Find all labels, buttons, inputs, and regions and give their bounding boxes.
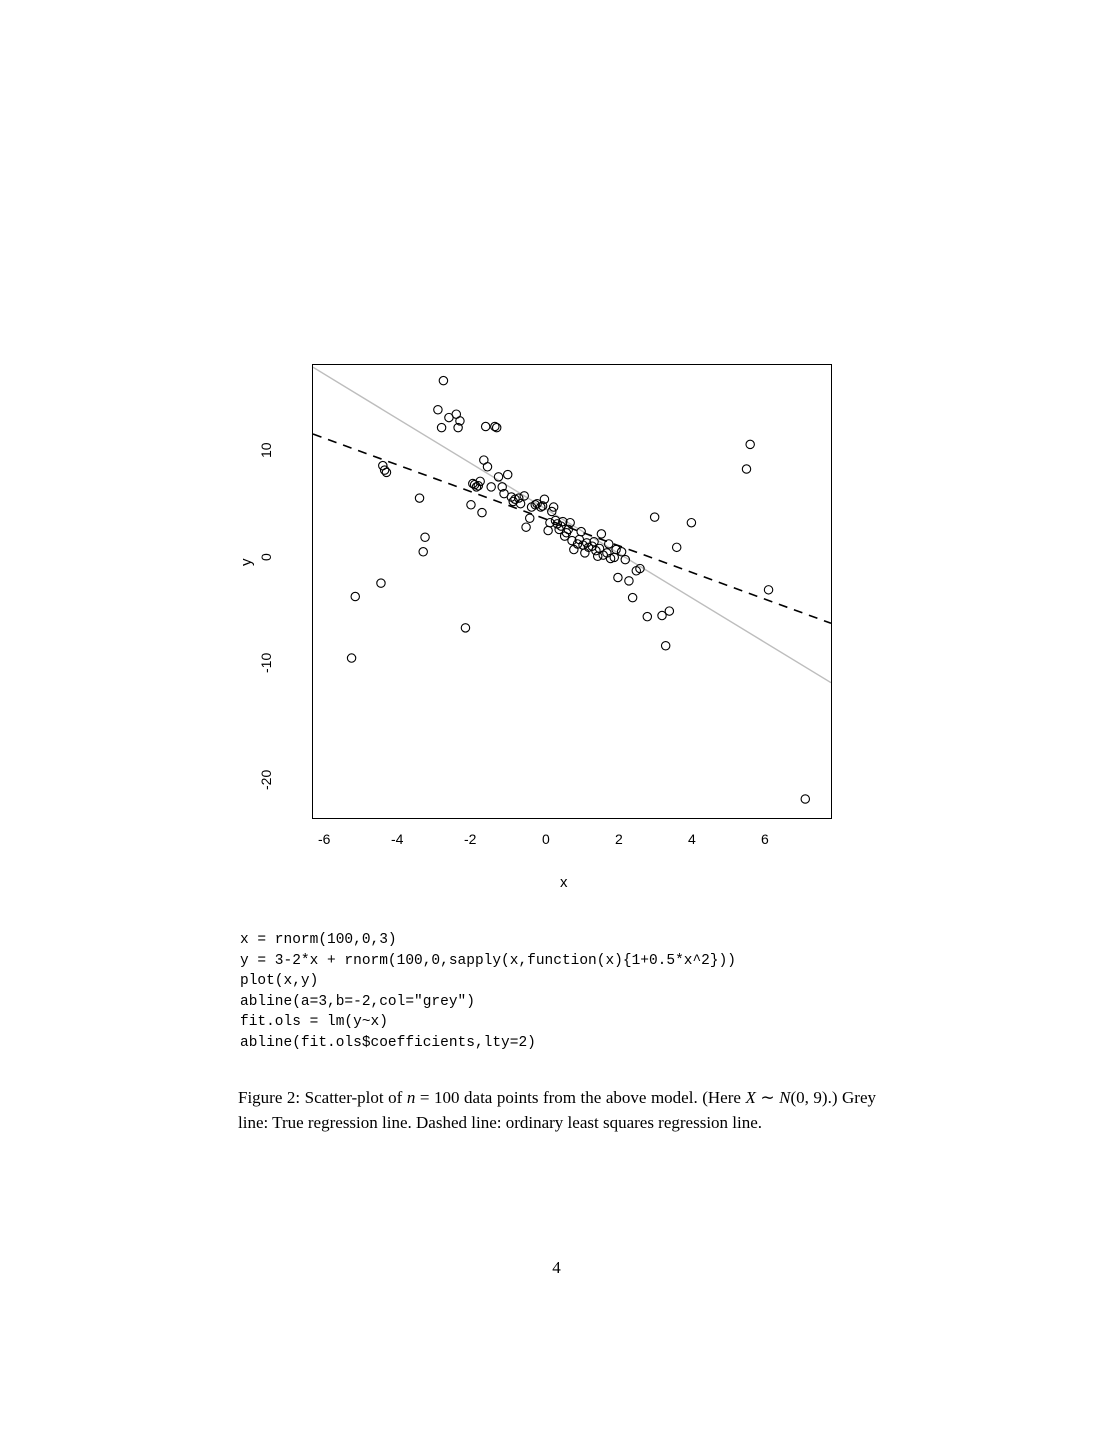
y-axis-label: y bbox=[238, 558, 255, 566]
figure-caption bbox=[238, 1085, 876, 1135]
x-tick-label-0: -6 bbox=[318, 831, 331, 847]
data-point bbox=[504, 470, 512, 478]
data-point bbox=[742, 465, 750, 473]
data-point bbox=[650, 513, 658, 521]
x-tick-label-1: -4 bbox=[391, 831, 404, 847]
data-point bbox=[628, 593, 636, 601]
data-point bbox=[351, 592, 359, 600]
data-point bbox=[415, 494, 423, 502]
caption-distributed-symbol: ∼ bbox=[755, 1088, 780, 1107]
caption-prefix: Figure 2: Scatter-plot of bbox=[238, 1088, 407, 1107]
data-point bbox=[687, 519, 695, 527]
x-tick-label-5: 4 bbox=[688, 831, 696, 847]
data-point bbox=[597, 530, 605, 538]
code-line-2: plot(x,y) bbox=[240, 973, 319, 989]
caption-params: (0, 9).) Grey line: True regression line. Dashed line: ordinary least squares regression line. bbox=[238, 1088, 877, 1132]
code-line-4: fit.ols = lm(y~x) bbox=[240, 1014, 388, 1030]
data-point bbox=[526, 514, 534, 522]
data-point bbox=[347, 654, 355, 662]
page-number: 4 bbox=[552, 1258, 561, 1277]
data-point bbox=[483, 463, 491, 471]
x-tick-label-3: 0 bbox=[542, 831, 550, 847]
data-point bbox=[461, 624, 469, 632]
data-point bbox=[522, 523, 530, 531]
code-block bbox=[240, 930, 736, 1053]
x-tick-label-6: 6 bbox=[761, 831, 769, 847]
true-regression-line bbox=[313, 367, 831, 682]
y-tick-label-1: -10 bbox=[258, 652, 274, 673]
data-point bbox=[625, 577, 633, 585]
data-point bbox=[764, 586, 772, 594]
data-point bbox=[377, 579, 385, 587]
data-point bbox=[478, 508, 486, 516]
caption-n-equals: = 100 data points from the above model. (Here bbox=[415, 1088, 746, 1107]
plot-panel bbox=[312, 364, 832, 819]
x-tick-label-2: -2 bbox=[464, 831, 477, 847]
caption-n-variable: n bbox=[406, 1088, 416, 1107]
data-point bbox=[661, 642, 669, 650]
data-point bbox=[487, 483, 495, 491]
data-point bbox=[382, 468, 390, 476]
caption-normal-symbol: N bbox=[779, 1088, 791, 1107]
data-point bbox=[544, 526, 552, 534]
figure-2 bbox=[240, 350, 880, 910]
data-point bbox=[419, 548, 427, 556]
data-point bbox=[665, 607, 673, 615]
code-line-5: abline(fit.ols$coefficients,lty=2) bbox=[240, 1034, 536, 1051]
data-point bbox=[673, 543, 681, 551]
data-point bbox=[421, 533, 429, 541]
code-line-1: y = 3-2*x + rnorm(100,0,sapply(x,function(x){1+0.5*x^2})) bbox=[240, 952, 736, 969]
code-line-0: x = rnorm(100,0,3) bbox=[240, 932, 397, 948]
y-tick-label-2: 0 bbox=[258, 553, 274, 561]
caption-x-variable: X bbox=[745, 1088, 756, 1107]
data-point bbox=[594, 552, 602, 560]
code-line-3: abline(a=3,b=-2,col="grey") bbox=[240, 993, 475, 1010]
data-point bbox=[481, 422, 489, 430]
data-point bbox=[614, 573, 622, 581]
data-point bbox=[437, 423, 445, 431]
data-point bbox=[643, 612, 651, 620]
data-point bbox=[467, 501, 475, 509]
scatter-plot-svg bbox=[313, 365, 831, 818]
x-tick-label-4: 2 bbox=[615, 831, 623, 847]
data-point bbox=[746, 440, 754, 448]
data-point bbox=[801, 795, 809, 803]
data-point bbox=[516, 500, 524, 508]
y-tick-label-3: 10 bbox=[258, 442, 274, 458]
data-point bbox=[439, 376, 447, 384]
y-tick-label-0: -20 bbox=[258, 769, 274, 790]
data-point bbox=[434, 406, 442, 414]
x-axis-label: x bbox=[560, 874, 568, 891]
